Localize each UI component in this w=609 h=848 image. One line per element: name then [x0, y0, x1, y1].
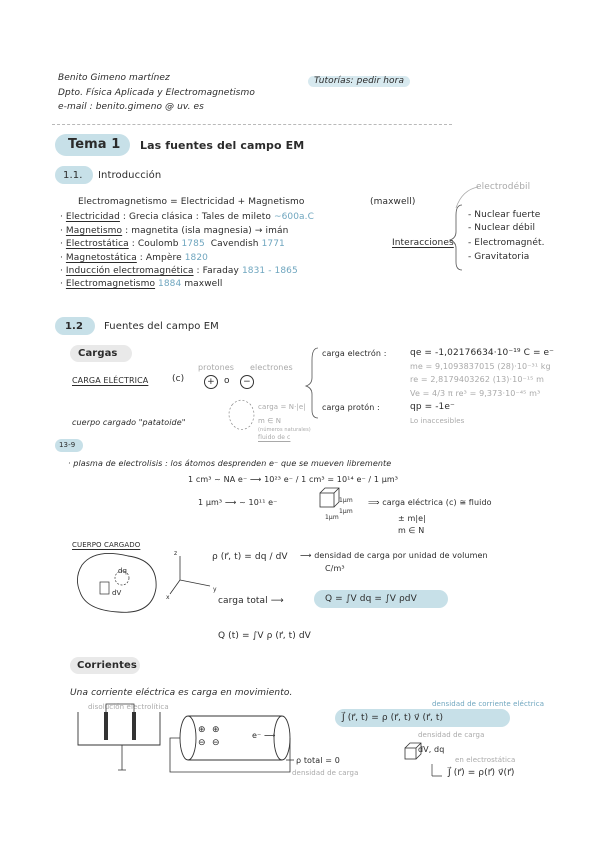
carga-cuantizada: carga = N·|e|: [258, 403, 306, 411]
re-value: re = 2,8179403262 (13)·10⁻¹⁵ m: [410, 375, 545, 384]
axes-3d: [170, 556, 210, 594]
list-item: · Electricidad : Grecia clásica : Tales de mileto ~600a.C: [60, 212, 315, 222]
plasma-equation-2: 1 μm³ ⟶ ~ 10¹¹ e⁻: [198, 498, 278, 507]
tema-label: Tema 1: [68, 137, 121, 152]
dq-label: dq: [118, 567, 128, 575]
dv-dq-label: dV, dq: [418, 745, 445, 754]
electrodebil-connector: [456, 187, 478, 208]
carga-total-label: carga total ⟶: [218, 596, 284, 606]
m-in-n: m ∈ N: [258, 417, 282, 425]
corrientes-heading: Corrientes: [77, 660, 137, 671]
corriente-definition: Una corriente eléctrica es carga en movimiento.: [70, 688, 293, 698]
cell-charge: ⊕: [198, 725, 206, 735]
micro-cube: [320, 493, 334, 507]
plasma-equation-1: 1 cm³ ~ NA e⁻ ⟶ 10²³ e⁻ / 1 cm³ = 10¹⁴ e⁻ / 1 μm³: [188, 475, 399, 484]
section-1-2-title: Fuentes del campo EM: [104, 321, 219, 332]
em-equation-note: (maxwell): [370, 197, 416, 207]
axis-label: x: [166, 594, 170, 601]
list-item: · Magnetismo : magnetita (isla magnesia) → imán: [60, 226, 289, 236]
dv-cube: [405, 748, 416, 759]
section-1-1-number: 1.1.: [63, 170, 83, 181]
patatoide-shape: [229, 400, 254, 429]
wire-cylinder: [180, 716, 196, 760]
me-value: me = 9,1093837015 (28)·10⁻³¹ kg: [410, 362, 551, 371]
rho-description: ⟶ densidad de carga por unidad de volumen: [300, 551, 488, 560]
list-item: · Electrostática : Coulomb 1785 Cavendish 1771: [60, 239, 285, 249]
interaction-item: - Nuclear fuerte: [468, 210, 541, 220]
section-1-1-title: Introducción: [98, 170, 162, 181]
em-equation: Electromagnetismo = Electricidad + Magnetismo: [78, 197, 305, 207]
proton-symbol: +: [204, 375, 218, 389]
cell-charge: ⊖: [198, 738, 206, 748]
j-static-equation: J⃗ (r⃗) = ρ(r⃗) v⃗(r⃗): [448, 768, 515, 778]
protones-label: protones: [198, 363, 235, 372]
rho-units: C/m³: [325, 564, 345, 573]
cuerpo-cargado-heading: CUERPO CARGADO: [72, 541, 141, 549]
carga-electrica-symbol: (c): [172, 374, 185, 384]
densidad-carga-label: densidad de carga: [292, 769, 359, 777]
electrode: [132, 712, 136, 740]
plasma-text: · plasma de electrolisis : los átomos desprenden e⁻ que se mueven libremente: [68, 459, 392, 468]
fluido-note: fluido de c: [258, 434, 291, 441]
q-t-equation: Q (t) = ∫V ρ (r⃗, t) dV: [218, 631, 311, 641]
section-1-2-number: 1.2: [65, 321, 84, 332]
um-label: 1μm: [339, 497, 353, 504]
tutorias-note: Tutorías: pedir hora: [308, 76, 410, 87]
fluido-m: m ∈ N: [398, 526, 425, 535]
electrones-label: electrones: [250, 363, 293, 372]
email: e-mail : benito.gimeno @ uv. es: [58, 102, 204, 112]
interaction-item: - Nuclear débil: [468, 223, 536, 233]
cell-charge: ⊖: [212, 738, 220, 748]
j-equation: J⃗ (r⃗, t) = ρ (r⃗, t) v⃗ (r⃗, t): [342, 713, 444, 723]
tema-title: Las fuentes del campo EM: [140, 139, 305, 152]
department: Dpto. Física Aplicada y Electromagnetismo: [58, 88, 255, 98]
fluido-q: ± m|e|: [398, 514, 426, 523]
rho-definition: ρ (r⃗, t) = dq / dV: [212, 552, 288, 562]
m-in-n-note: (números naturales): [258, 427, 311, 433]
electron-arrow: e⁻ ⟶: [252, 731, 276, 740]
j-density-label: densidad de corriente eléctrica: [432, 700, 545, 708]
axis-label: y: [213, 586, 217, 593]
electrolytic-cell: [78, 712, 160, 745]
rho-total: ρ total = 0: [296, 756, 340, 765]
carga-electron-label: carga electrón :: [322, 349, 387, 358]
electrode: [104, 712, 108, 740]
date-label: 13-9: [59, 441, 76, 449]
carga-proton-label: carga protón :: [322, 403, 380, 412]
qp-value: qp = -1e⁻: [410, 402, 455, 412]
interaction-item: - Gravitatoria: [468, 252, 530, 262]
dv-label: dV: [112, 589, 122, 597]
ve-value: Ve = 4/3 π re³ = 9,373·10⁻⁴⁵ m³: [410, 389, 541, 398]
interacciones-brace: [450, 205, 462, 270]
um-label: 1μm: [325, 514, 339, 521]
author-name: Benito Gimeno martínez: [58, 73, 170, 83]
axis-label: z: [174, 550, 178, 557]
cargas-heading: Cargas: [78, 348, 118, 359]
interacciones-label: Interacciones: [392, 238, 454, 248]
interaction-item: - Electromagnét.: [468, 238, 545, 248]
carga-total-equation: Q = ∫V dq = ∫V ρdV: [325, 594, 417, 604]
en-electrostatica: en electrostática: [455, 756, 516, 764]
cuerpo-blob: [77, 553, 156, 612]
densidad-carga-small: densidad de carga: [418, 731, 485, 739]
list-item: · Inducción electromagnética : Faraday 1831 - 1865: [60, 266, 298, 276]
cuerpo-cargado-label: cuerpo cargado "patatoide": [72, 418, 186, 427]
list-item: · Magnetostática : Ampère 1820: [60, 253, 208, 263]
electrodebil-label: electrodébil: [476, 182, 531, 192]
qe-value: qe = -1,02176634·10⁻¹⁹ C = e⁻: [410, 348, 555, 358]
electron-symbol: −: [240, 375, 254, 389]
um-label: 1μm: [339, 508, 353, 515]
or-label: o: [224, 376, 230, 386]
dv-element: [100, 582, 109, 594]
list-item: · Electromagnetismo 1884 maxwell: [60, 279, 223, 289]
carga-electrica-label: CARGA ELÉCTRICA: [72, 376, 149, 385]
disolucion-label: disolución electrolítica: [88, 703, 169, 711]
carga-brace: [306, 348, 318, 418]
inaccesibles-note: Lo inaccesibles: [410, 417, 465, 425]
cell-charge: ⊕: [212, 725, 220, 735]
dq-element: [115, 571, 129, 585]
fluido-arrow: ⟹ carga eléctrica (c) ≅ fluido: [368, 498, 492, 507]
